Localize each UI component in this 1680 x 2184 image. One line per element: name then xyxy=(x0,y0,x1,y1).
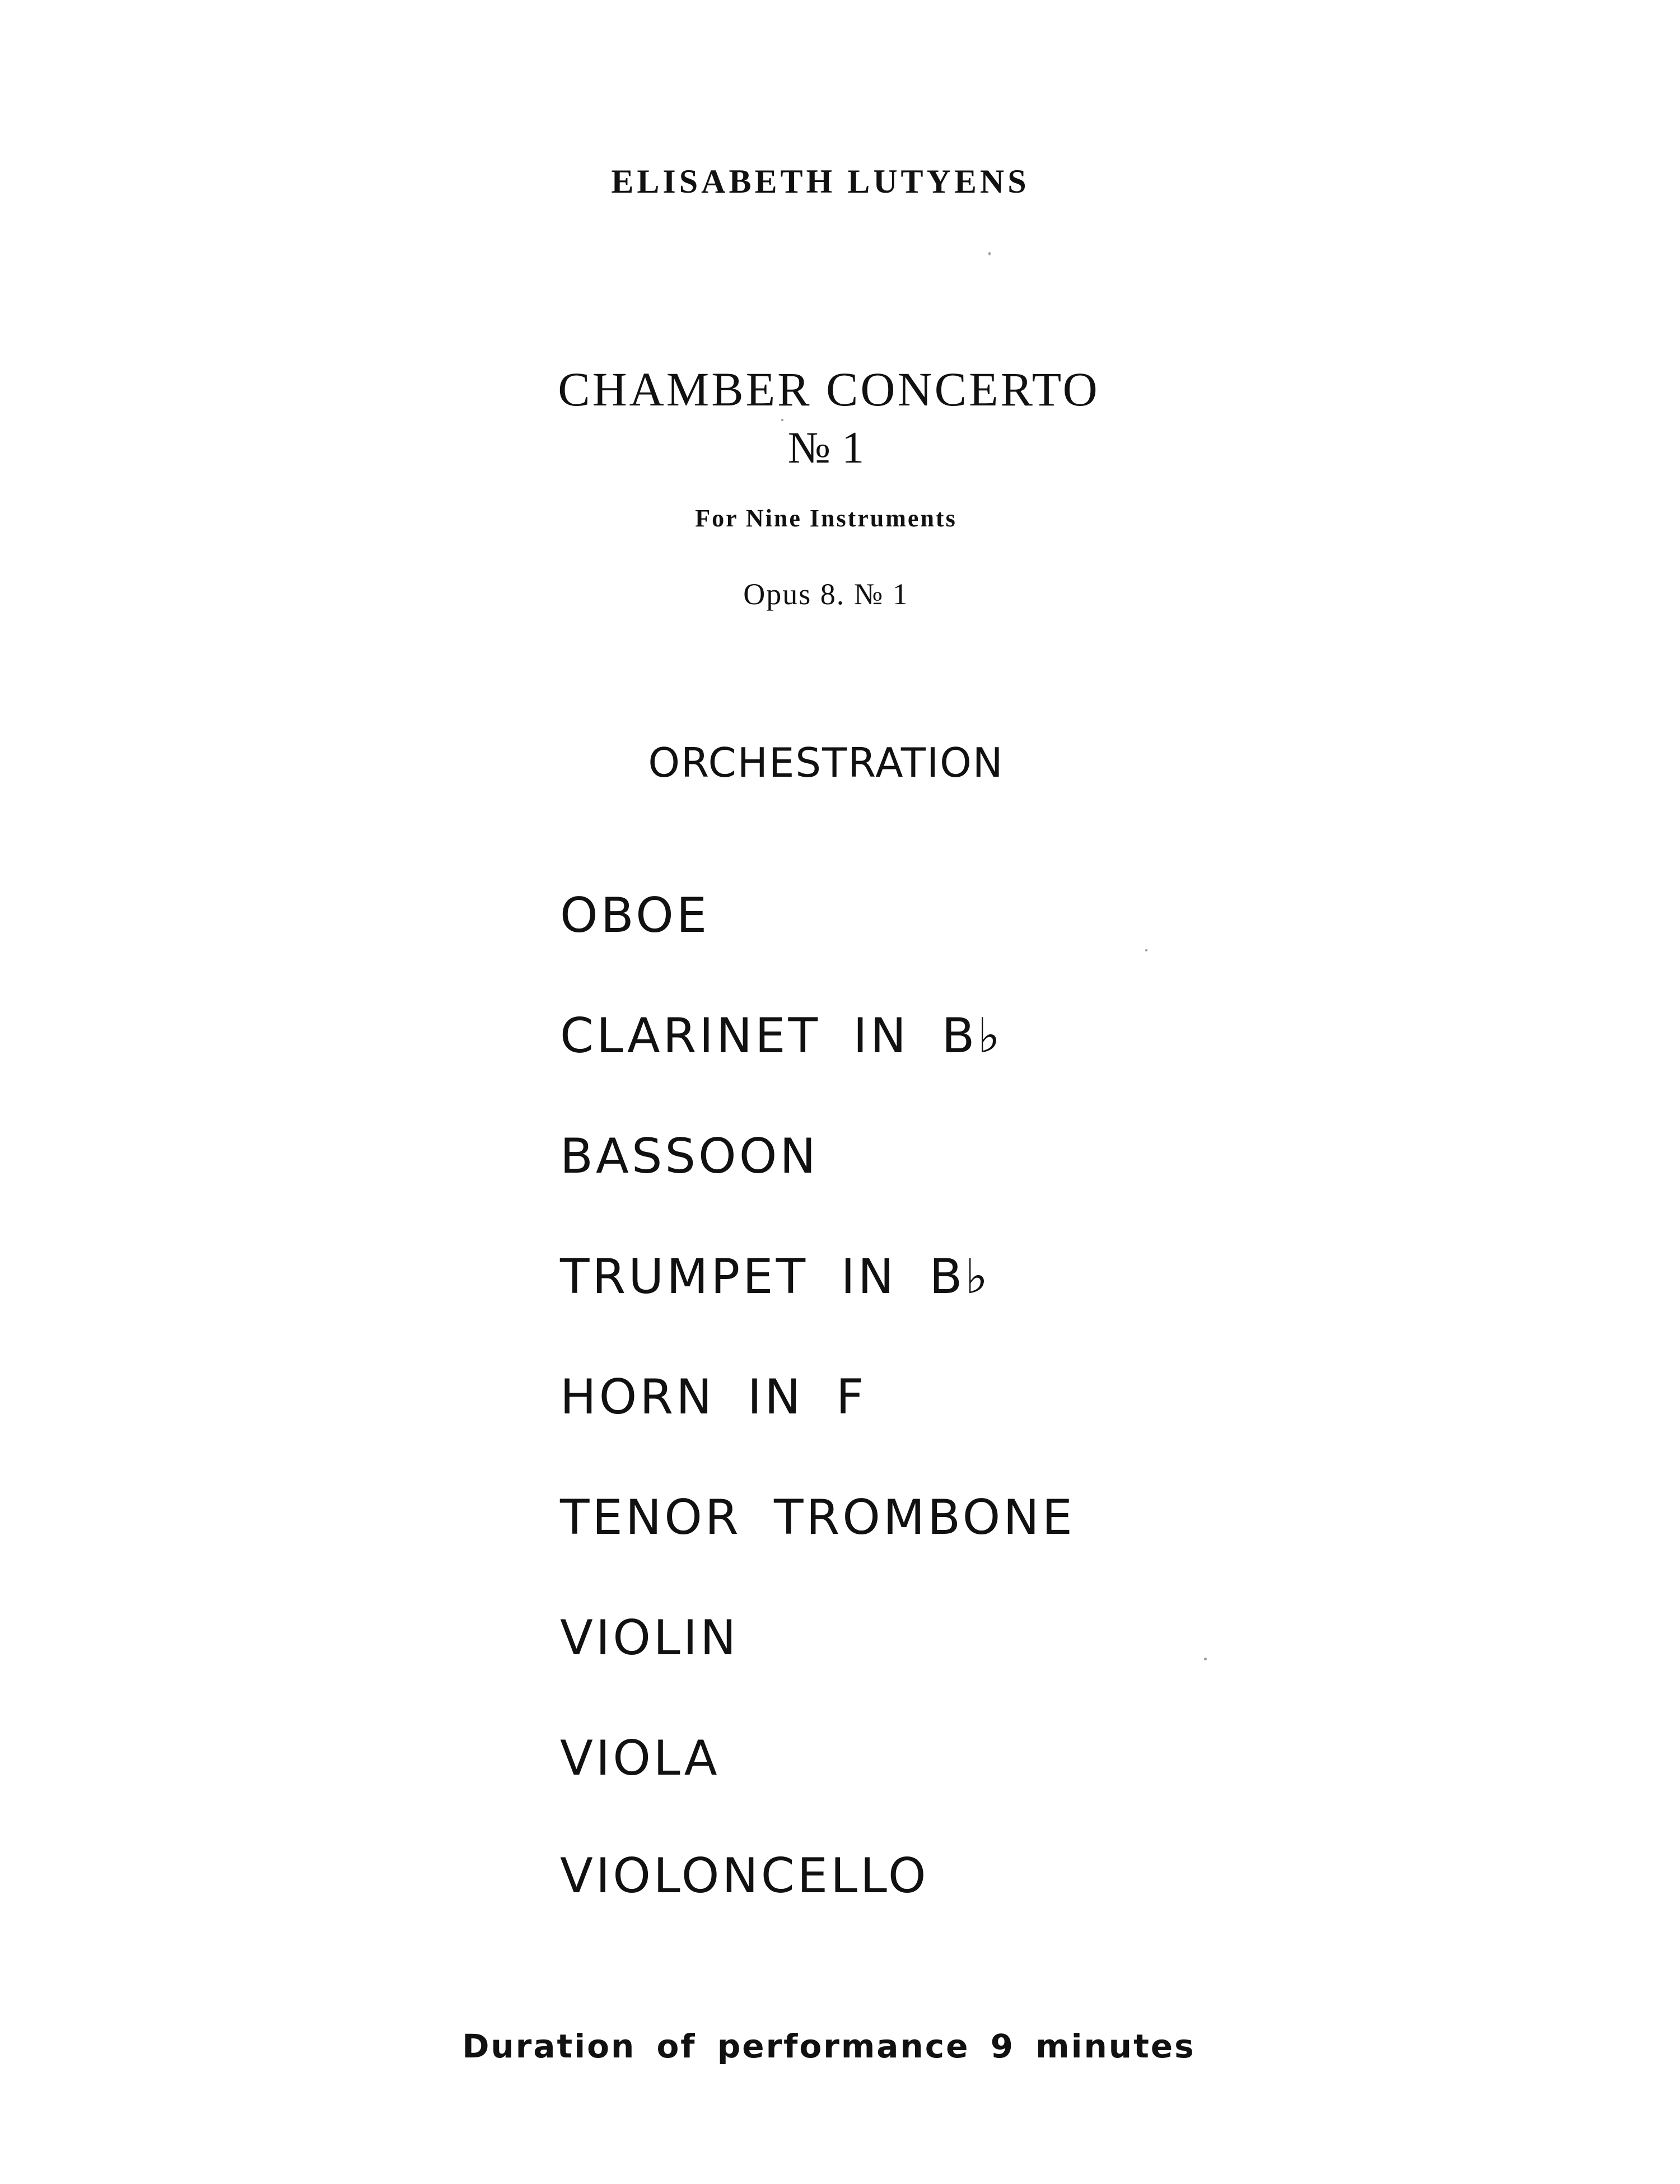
work-subtitle: For Nine Instruments xyxy=(695,505,957,532)
work-title: CHAMBER CONCERTO xyxy=(558,362,1100,416)
instrument-item: VIOLA xyxy=(560,1730,720,1786)
scan-speck xyxy=(1204,1658,1207,1660)
instrument-item: HORN IN F xyxy=(560,1369,867,1425)
instrument-item: OBOE xyxy=(560,888,710,944)
instrument-item: TRUMPET IN B♭ xyxy=(560,1249,991,1305)
instrument-item: CLARINET IN B♭ xyxy=(560,1008,1004,1064)
scan-speck xyxy=(781,419,783,421)
scan-speck xyxy=(988,252,991,255)
instrument-item: BASSOON xyxy=(560,1128,819,1184)
opus-number: Opus 8. № 1 xyxy=(743,577,909,611)
orchestration-heading: ORCHESTRATION xyxy=(648,739,1004,786)
work-number: № 1 xyxy=(787,423,865,473)
composer-name: ELISABETH LUTYENS xyxy=(611,163,1030,200)
scan-speck xyxy=(1145,949,1147,951)
instrument-item: TENOR TROMBONE xyxy=(560,1490,1076,1546)
duration-note: Duration of performance 9 minutes xyxy=(462,2027,1196,2065)
instrument-item: VIOLONCELLO xyxy=(560,1848,929,1904)
instrument-item: VIOLIN xyxy=(560,1610,739,1666)
